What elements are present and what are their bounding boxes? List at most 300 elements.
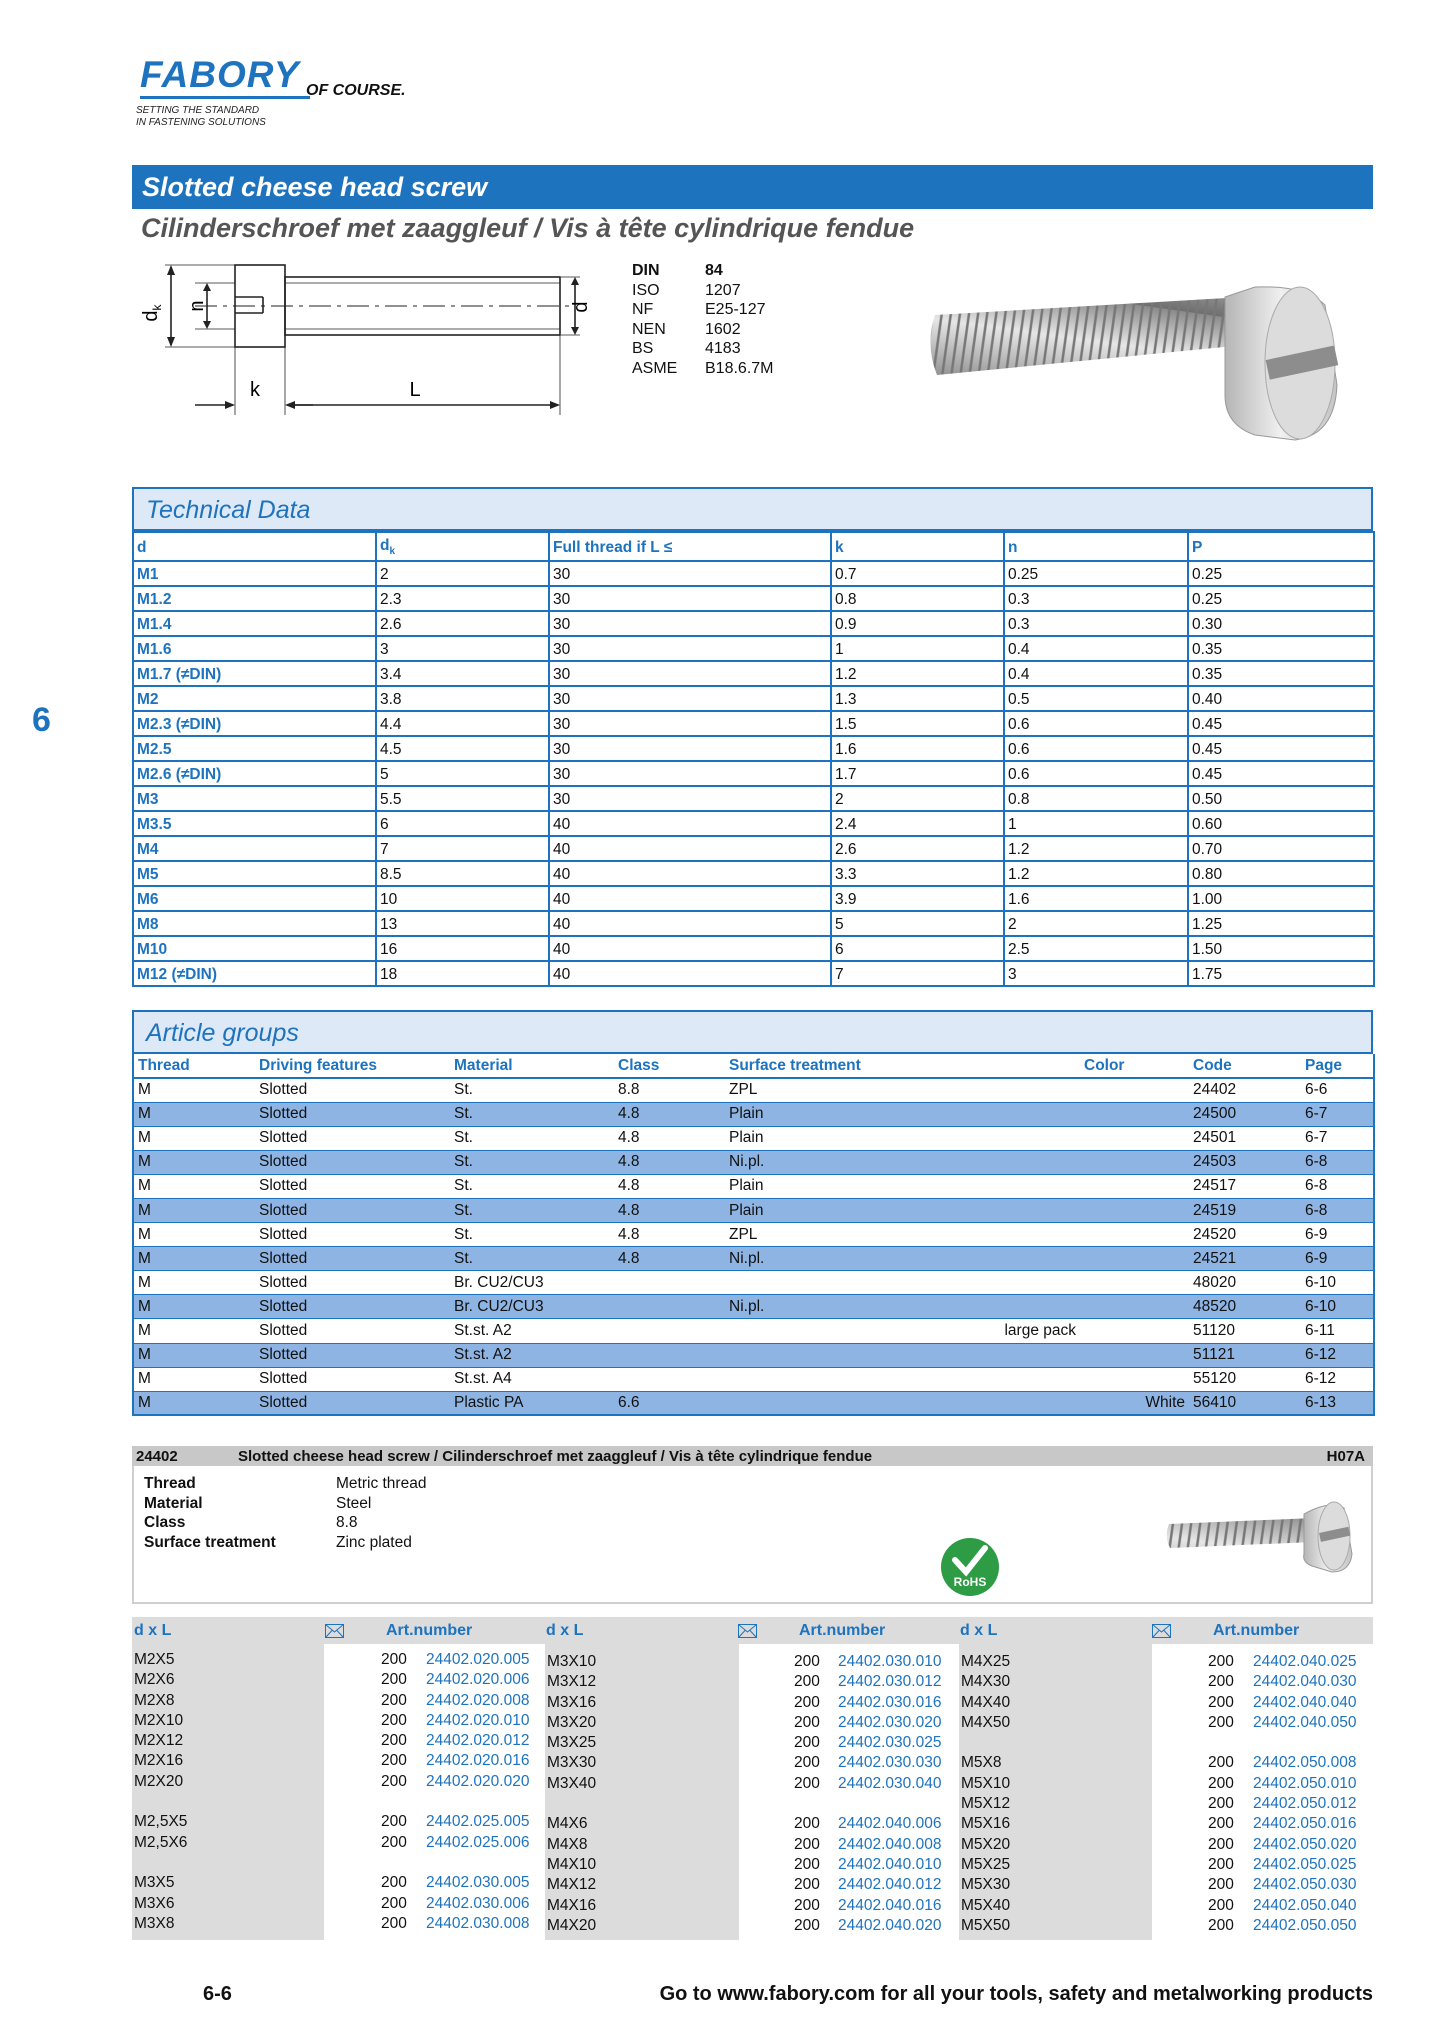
size-value: M5X40 (961, 1896, 1011, 1914)
pack-quantity: 200 (381, 1772, 407, 1790)
table-cell: 10 (376, 886, 549, 911)
table-cell: 0.70 (1188, 836, 1374, 861)
article-number[interactable]: 24402.040.020 (838, 1916, 942, 1934)
article-number[interactable]: 24402.030.006 (426, 1894, 530, 1912)
table-cell: St.st. A4 (450, 1367, 614, 1391)
table-cell (1080, 1343, 1189, 1367)
size-list (547, 1652, 596, 1936)
table-cell: St. (450, 1247, 614, 1271)
table-cell: 1.3 (831, 686, 1004, 711)
table-cell: 0.50 (1188, 786, 1374, 811)
table-cell: 2.4 (831, 811, 1004, 836)
pack-quantity: 200 (794, 1713, 820, 1731)
table-cell: 0.40 (1188, 686, 1374, 711)
size-value: M3X12 (547, 1673, 597, 1691)
pack-list (381, 1650, 407, 1934)
table-row (133, 736, 1374, 761)
size-value (547, 1794, 596, 1814)
article-number[interactable]: 24402.040.050 (1253, 1713, 1357, 1731)
pack-quantity: 200 (794, 1754, 820, 1772)
table-cell: 0.35 (1188, 661, 1374, 686)
pack-quantity: 200 (1208, 1693, 1234, 1711)
table-cell: 0.5 (1004, 686, 1188, 711)
table-cell: 4.8 (614, 1223, 725, 1247)
table-cell: St. (450, 1150, 614, 1174)
article-number[interactable]: 24402.025.006 (426, 1833, 530, 1851)
logo-underline (140, 96, 310, 99)
brand-name: FABORY (140, 54, 300, 95)
article-number[interactable]: 24402.050.040 (1253, 1896, 1357, 1914)
table-cell: 3 (1004, 961, 1188, 986)
table-cell: 0.9 (831, 611, 1004, 636)
table-cell: 16 (376, 936, 549, 961)
table-cell (725, 1343, 936, 1367)
table-cell: 0.45 (1188, 736, 1374, 761)
pack-quantity (794, 1794, 820, 1814)
table-cell (936, 1126, 1080, 1150)
table-cell: Slotted (255, 1295, 450, 1319)
table-cell: M2 (133, 686, 376, 711)
table-cell: 0.7 (831, 561, 1004, 586)
table-cell: Plain (725, 1126, 936, 1150)
article-number[interactable]: 24402.050.025 (1253, 1855, 1357, 1873)
article-number[interactable]: 24402.040.012 (838, 1876, 942, 1894)
col-p: P (1188, 532, 1374, 561)
pack-quantity: 200 (1208, 1835, 1234, 1853)
table-cell: 13 (376, 911, 549, 936)
table-cell: M (133, 1319, 255, 1343)
table-cell: Slotted (255, 1126, 450, 1150)
table-cell: M (133, 1343, 255, 1367)
table-cell: M (133, 1198, 255, 1222)
article-number[interactable]: 24402.020.012 (426, 1732, 530, 1750)
table-cell: Ni.pl. (725, 1150, 936, 1174)
col-code: Code (1189, 1054, 1301, 1078)
size-value: M3X25 (547, 1734, 597, 1752)
table-cell (1080, 1102, 1189, 1126)
table-row (133, 836, 1374, 861)
label-dk: $d_k$ (140, 304, 164, 322)
table-cell: 8.5 (376, 861, 549, 886)
article-number[interactable]: 24402.020.008 (426, 1691, 530, 1709)
article-number[interactable] (838, 1794, 941, 1814)
pack-quantity: 200 (381, 1752, 407, 1770)
size-value: M2,5X6 (134, 1833, 188, 1851)
table-cell: 24520 (1189, 1223, 1301, 1247)
standard-row: ISO 1207 (632, 281, 741, 299)
size-value: M5X20 (961, 1835, 1011, 1853)
table-cell: 24517 (1189, 1174, 1301, 1198)
size-value: M3X30 (547, 1754, 597, 1772)
table-cell: M (133, 1078, 255, 1102)
article-number[interactable]: 24402.030.020 (838, 1713, 942, 1731)
table-cell (936, 1343, 1080, 1367)
table-cell (936, 1174, 1080, 1198)
table-row (133, 761, 1374, 786)
pack-quantity: 200 (381, 1732, 407, 1750)
table-cell: M1.2 (133, 586, 376, 611)
table-cell: M1.4 (133, 611, 376, 636)
article-number[interactable]: 24402.020.006 (426, 1671, 530, 1689)
table-cell: 40 (549, 861, 831, 886)
table-cell: St. (450, 1198, 614, 1222)
article-number[interactable]: 24402.030.012 (838, 1673, 942, 1691)
article-number[interactable]: 24402.050.008 (1253, 1754, 1357, 1772)
article-number[interactable]: 24402.040.025 (1253, 1653, 1357, 1670)
table-cell: M2.6 (≠DIN) (133, 761, 376, 786)
col-driving: Driving features (255, 1054, 450, 1078)
size-value (134, 1792, 187, 1812)
table-cell: 55120 (1189, 1367, 1301, 1391)
table-cell (1080, 1198, 1189, 1222)
table-cell: M8 (133, 911, 376, 936)
table-cell: M (133, 1102, 255, 1126)
table-cell: 1.00 (1188, 886, 1374, 911)
pack-quantity (381, 1853, 407, 1873)
table-cell: M (133, 1223, 255, 1247)
table-cell (1080, 1078, 1189, 1102)
table-cell (1080, 1174, 1189, 1198)
article-grid-header (132, 1617, 1373, 1644)
table-cell (725, 1367, 936, 1391)
table-cell: Slotted (255, 1150, 450, 1174)
article-number[interactable]: 24402.050.010 (1253, 1774, 1357, 1792)
table-cell: Ni.pl. (725, 1247, 936, 1271)
pack-quantity: 200 (794, 1835, 820, 1853)
table-cell: 6 (376, 811, 549, 836)
pack-quantity: 200 (1208, 1795, 1234, 1813)
chapter-number: 6 (32, 701, 51, 739)
screw-dimension-drawing (135, 255, 595, 425)
article-number[interactable]: 24402.030.005 (426, 1874, 530, 1892)
standard-row: BS 4183 (632, 340, 741, 357)
article-number[interactable] (1253, 1733, 1356, 1753)
table-cell: 3.8 (376, 686, 549, 711)
col-note (936, 1054, 1080, 1078)
size-value: M2X5 (134, 1651, 175, 1668)
size-value: M4X12 (547, 1876, 597, 1894)
table-cell: M (133, 1391, 255, 1415)
size-value: M4X16 (547, 1896, 597, 1914)
table-cell: Br. CU2/CU3 (450, 1295, 614, 1319)
table-cell: M5 (133, 861, 376, 886)
table-cell (1080, 1295, 1189, 1319)
size-value: M2X12 (134, 1732, 184, 1750)
table-cell (614, 1367, 725, 1391)
table-cell: 7 (831, 961, 1004, 986)
technical-data-table (132, 531, 1375, 987)
pack-quantity: 200 (1208, 1916, 1234, 1934)
table-cell: M2.5 (133, 736, 376, 761)
article-number[interactable]: 24402.050.050 (1253, 1916, 1357, 1934)
table-cell: 4.8 (614, 1198, 725, 1222)
fabory-logo (134, 52, 424, 132)
size-value: M2X6 (134, 1671, 175, 1689)
table-cell: Slotted (255, 1343, 450, 1367)
article-number[interactable]: 24402.040.006 (838, 1815, 942, 1833)
table-cell: 2.5 (1004, 936, 1188, 961)
col-dk: $d_k$ (376, 532, 549, 561)
product-info-box (132, 1466, 1373, 1604)
table-cell: 1.25 (1188, 911, 1374, 936)
table-cell: M1 (133, 561, 376, 586)
pack-quantity: 200 (381, 1874, 407, 1892)
table-cell: 30 (549, 686, 831, 711)
table-cell: M6 (133, 886, 376, 911)
article-number[interactable]: 24402.030.030 (838, 1754, 942, 1772)
table-cell (725, 1271, 936, 1295)
table-cell (1080, 1319, 1189, 1343)
table-row (133, 1367, 1374, 1391)
attribute-row: Class 8.8 (144, 1514, 358, 1531)
table-cell: Ni.pl. (725, 1295, 936, 1319)
table-cell: St. (450, 1223, 614, 1247)
size-list (134, 1650, 187, 1934)
table-cell: 18 (376, 961, 549, 986)
table-cell: 6-9 (1301, 1247, 1374, 1271)
table-cell (936, 1271, 1080, 1295)
pack-list (1208, 1652, 1234, 1936)
article-number[interactable]: 24402.050.012 (1253, 1795, 1357, 1813)
table-cell: 2.3 (376, 586, 549, 611)
table-row (133, 1126, 1374, 1150)
table-cell: 6-7 (1301, 1102, 1374, 1126)
table-cell: 8.8 (614, 1078, 725, 1102)
table-cell: 3.3 (831, 861, 1004, 886)
table-cell: 4.5 (376, 736, 549, 761)
table-cell (1080, 1126, 1189, 1150)
envelope-icon (738, 1624, 757, 1638)
table-cell: 30 (549, 786, 831, 811)
table-cell: 0.25 (1188, 561, 1374, 586)
table-cell: 0.3 (1004, 586, 1188, 611)
col-k: k (831, 532, 1004, 561)
table-cell: M1.6 (133, 636, 376, 661)
technical-data-title: Technical Data (146, 496, 311, 524)
size-value: M3X10 (547, 1653, 597, 1670)
table-cell: 1.50 (1188, 936, 1374, 961)
table-cell: 4.8 (614, 1102, 725, 1126)
table-cell: 6-12 (1301, 1343, 1374, 1367)
table-cell: Slotted (255, 1367, 450, 1391)
table-row (133, 1271, 1374, 1295)
table-cell: 4.8 (614, 1150, 725, 1174)
table-cell (1080, 1247, 1189, 1271)
table-cell: 5.5 (376, 786, 549, 811)
col-n: n (1004, 532, 1188, 561)
svg-text:RoHS: RoHS (953, 1575, 987, 1589)
article-number[interactable]: 24402.050.030 (1253, 1876, 1357, 1894)
pack-quantity: 200 (794, 1693, 820, 1711)
standard-row: DIN 84 (632, 262, 723, 279)
table-cell: Slotted (255, 1391, 450, 1415)
size-value: M5X50 (961, 1916, 1011, 1934)
pack-quantity: 200 (794, 1916, 820, 1934)
table-cell: 0.35 (1188, 636, 1374, 661)
article-number[interactable]: 24402.040.008 (838, 1835, 942, 1853)
table-row (133, 586, 1374, 611)
table-cell: 1 (1004, 811, 1188, 836)
table-cell: M (133, 1150, 255, 1174)
table-cell: Slotted (255, 1078, 450, 1102)
col-page: Page (1301, 1054, 1374, 1078)
table-cell: 1.2 (1004, 861, 1188, 886)
table-cell: 30 (549, 561, 831, 586)
article-number[interactable]: 24402.050.016 (1253, 1815, 1357, 1833)
table-cell: Plain (725, 1102, 936, 1126)
table-cell: 5 (376, 761, 549, 786)
table-cell: Slotted (255, 1174, 450, 1198)
page-subtitle: Cilinderschroef met zaaggleuf / Vis à tête cylindrique fendue (141, 213, 915, 243)
table-cell: 6-13 (1301, 1391, 1374, 1415)
size-value: M5X16 (961, 1815, 1011, 1833)
table-cell: 3 (376, 636, 549, 661)
size-value: M3X20 (547, 1713, 597, 1731)
article-number[interactable]: 24402.020.016 (426, 1752, 530, 1770)
article-number[interactable]: 24402.050.020 (1253, 1835, 1357, 1853)
size-value: M3X5 (134, 1874, 175, 1892)
pack-quantity: 200 (1208, 1855, 1234, 1873)
article-number[interactable] (426, 1853, 529, 1873)
article-number[interactable]: 24402.030.008 (426, 1914, 530, 1932)
pack-quantity: 200 (794, 1734, 820, 1752)
article-number[interactable]: 24402.020.010 (426, 1711, 530, 1729)
table-cell: 0.30 (1188, 611, 1374, 636)
table-row (133, 886, 1374, 911)
table-cell: 0.25 (1188, 586, 1374, 611)
table-cell: M (133, 1247, 255, 1271)
table-cell: Slotted (255, 1223, 450, 1247)
col-d: d (133, 532, 376, 561)
table-cell: 40 (549, 961, 831, 986)
article-number[interactable]: 24402.030.016 (838, 1693, 942, 1711)
table-cell: 4.8 (614, 1174, 725, 1198)
table-cell: 0.45 (1188, 761, 1374, 786)
table-cell: M2.3 (≠DIN) (133, 711, 376, 736)
table-cell: Plain (725, 1174, 936, 1198)
table-cell: Plain (725, 1198, 936, 1222)
standard-row: ASME B18.6.7M (632, 359, 774, 377)
pack-quantity (1208, 1733, 1234, 1753)
article-number[interactable]: 24402.030.040 (838, 1774, 942, 1792)
table-cell (936, 1367, 1080, 1391)
article-number[interactable]: 24402.020.005 (426, 1651, 530, 1668)
technical-data-header (132, 487, 1373, 531)
article-number-list (426, 1650, 529, 1934)
table-cell: 0.4 (1004, 661, 1188, 686)
col-thread: Thread (133, 1054, 255, 1078)
size-value: M5X10 (961, 1774, 1011, 1792)
table-cell (1080, 1367, 1189, 1391)
article-number[interactable]: 24402.030.025 (838, 1734, 942, 1752)
table-cell: 0.8 (1004, 786, 1188, 811)
size-value: M4X8 (547, 1835, 588, 1853)
table-cell: 30 (549, 586, 831, 611)
table-cell: 48520 (1189, 1295, 1301, 1319)
table-cell: 2.6 (831, 836, 1004, 861)
table-row (133, 1343, 1374, 1367)
article-number[interactable]: 24402.040.030 (1253, 1673, 1357, 1691)
table-cell: 0.80 (1188, 861, 1374, 886)
table-cell: 30 (549, 711, 831, 736)
table-cell: 0.8 (831, 586, 1004, 611)
table-cell: 6-8 (1301, 1150, 1374, 1174)
table-header-row (133, 1054, 1374, 1078)
attribute-row: Material Steel (144, 1494, 372, 1512)
pack-quantity: 200 (1208, 1673, 1234, 1691)
size-value: M4X30 (961, 1673, 1011, 1691)
table-cell: St. (450, 1126, 614, 1150)
table-row (133, 661, 1374, 686)
pack-quantity: 200 (1208, 1774, 1234, 1792)
size-value: M2X20 (134, 1772, 184, 1790)
article-number[interactable]: 24402.040.040 (1253, 1693, 1357, 1711)
table-cell: 1.5 (831, 711, 1004, 736)
size-value: M5X25 (961, 1855, 1011, 1873)
table-cell: 6-7 (1301, 1126, 1374, 1150)
pack-quantity: 200 (794, 1855, 820, 1873)
table-cell: 24402 (1189, 1078, 1301, 1102)
col-size-2: d x L (546, 1622, 584, 1639)
pack-quantity: 200 (1208, 1713, 1234, 1731)
article-number[interactable] (426, 1792, 529, 1812)
table-cell: 2 (831, 786, 1004, 811)
size-value: M2,5X5 (134, 1813, 188, 1831)
table-cell: 1.75 (1188, 961, 1374, 986)
table-cell (936, 1391, 1080, 1415)
size-value: M5X30 (961, 1876, 1011, 1894)
article-groups-table (132, 1054, 1375, 1416)
table-row (133, 561, 1374, 586)
attribute-row: Thread Metric thread (144, 1475, 427, 1492)
pack-quantity: 200 (1208, 1876, 1234, 1894)
table-cell: 0.6 (1004, 711, 1188, 736)
table-cell: 3.9 (831, 886, 1004, 911)
table-cell: 4.8 (614, 1247, 725, 1271)
table-cell: 4.4 (376, 711, 549, 736)
article-number[interactable]: 24402.040.016 (838, 1896, 942, 1914)
article-number[interactable]: 24402.040.010 (838, 1855, 942, 1873)
article-number[interactable]: 24402.020.020 (426, 1772, 530, 1790)
pack-quantity: 200 (381, 1914, 407, 1932)
article-number-list (1253, 1652, 1356, 1936)
product-attributes (144, 1474, 426, 1552)
table-cell: 1.2 (1004, 836, 1188, 861)
article-number[interactable]: 24402.030.010 (838, 1653, 942, 1670)
size-value (961, 1733, 1010, 1753)
product-description: Slotted cheese head screw / Cilinderschroef met zaaggleuf / Vis à tête cylindrique fendue (238, 1448, 873, 1465)
table-cell: 40 (549, 936, 831, 961)
article-number[interactable]: 24402.025.005 (426, 1813, 530, 1831)
page-number: 6-6 (203, 1983, 232, 2005)
pack-quantity: 200 (794, 1876, 820, 1894)
table-row (133, 1319, 1374, 1343)
table-cell: 48020 (1189, 1271, 1301, 1295)
table-cell: M3.5 (133, 811, 376, 836)
table-cell: 6-9 (1301, 1223, 1374, 1247)
table-cell: 24501 (1189, 1126, 1301, 1150)
table-cell: 51121 (1189, 1343, 1301, 1367)
table-cell: M (133, 1174, 255, 1198)
table-cell: 1.2 (831, 661, 1004, 686)
table-cell: St. (450, 1078, 614, 1102)
table-cell: 0.60 (1188, 811, 1374, 836)
standards-list (632, 261, 773, 378)
table-cell: Slotted (255, 1247, 450, 1271)
table-cell: 7 (376, 836, 549, 861)
table-cell: Slotted (255, 1319, 450, 1343)
table-cell: 24521 (1189, 1247, 1301, 1271)
